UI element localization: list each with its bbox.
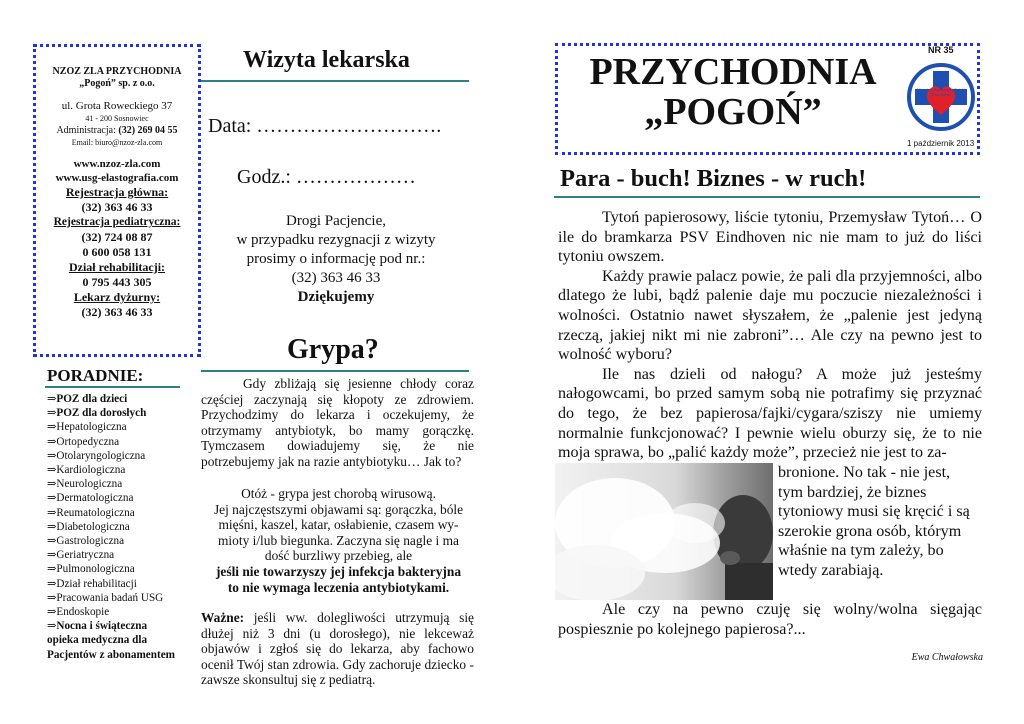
list-item: ⇒Endoskopie bbox=[47, 606, 110, 619]
flu-paragraph-1: Gdy zbliżają się jesienne chłody coraz częściej zaczynają się kłopoty ze zdrowiem. Przychodzimy do lekarza i oczekujemy, że otrzymamy antybiotyk, bo mamy gorączkę. Tymczasem dowiadujemy się, że nie potrzebujemy jak na razie antybiotyku… Jak to? bbox=[201, 376, 474, 469]
reg-main-phone: (32) 363 46 33 bbox=[81, 200, 153, 214]
reg-ped-phone-1: (32) 724 08 87 bbox=[81, 230, 153, 244]
org-company: „Pogoń” sp. z o.o. bbox=[79, 78, 155, 89]
article-paragraph-2: Każdy prawie palacz powie, że pali dla przyjemności, albo dlatego że lubi, bądź palenie daje mu poczucie niezależności i wolności. Ostatnio nawet słyszałem, że „palenie jest jedyną rzeczą, jakiej nikt mi nie zabroni”… Ale czy na pewno jest to wolność wyboru? bbox=[558, 267, 982, 364]
postal: 41 - 200 Sosnowiec bbox=[85, 114, 149, 123]
list-item: ⇒POZ dla dorosłych bbox=[47, 407, 147, 420]
poradnie-list bbox=[47, 392, 207, 662]
visit-thanks: Dziękujemy bbox=[297, 289, 375, 305]
important-text: jeśli ww. dolegliwości utrzymują się dłużej niż 3 dni (u dorosłego), nie lekceważ objawów i zgłoś się do lekarza, aby fachowo ocenił Twój stan zdrowia. Gdy zachoruje dziecko - zawsze skonsultuj się z pediatrą. bbox=[201, 610, 474, 688]
article-paragraph-4: bronione. No tak - nie jest, tym bardziej, że biznes tytoniowy musi się kręcić i są szerokie grona osób, którym właśnie na tym zależy, bo wtedy zarabiają. bbox=[778, 464, 970, 579]
flu-line-bold: jeśli nie towarzyszy jej infekcja bakteryjna bbox=[215, 563, 462, 579]
flu-line: dość burzliwy przebieg, ale bbox=[264, 548, 413, 564]
list-item: ⇒Dermatologiczna bbox=[47, 492, 134, 505]
admin-phone: (32) 269 04 55 bbox=[118, 125, 178, 136]
flu-divider bbox=[201, 370, 469, 372]
flu-line: Jej najczęstszymi objawami są: gorączka, bóle bbox=[213, 501, 464, 517]
logo-text: Niepubliczny Zakład Opieki Zdrowotnej bbox=[916, 87, 966, 97]
reg-ped-phone-2: 0 600 058 131 bbox=[82, 245, 152, 259]
visit-msg-2: w przypadku rezygnacji z wizyty bbox=[236, 232, 436, 248]
flu-line: mioty i/lub biegunka. Zaczyna się nagle i ma bbox=[218, 532, 459, 548]
admin-line bbox=[36, 124, 198, 137]
list-item: ⇒Dział rehabilitacji bbox=[47, 577, 137, 590]
logo-cross-icon bbox=[906, 57, 976, 137]
list-item: ⇒Nocna i świąteczna bbox=[47, 620, 148, 633]
list-item: ⇒Otolaryngologiczna bbox=[47, 449, 146, 462]
list-item-cont: Pacjentów z abonamentem bbox=[47, 648, 176, 661]
list-item: ⇒POZ dla dzieci bbox=[47, 393, 128, 405]
article-author: Ewa Chwałowska bbox=[911, 652, 983, 663]
list-item: ⇒Gastrologiczna bbox=[47, 535, 125, 548]
email[interactable]: Email: biuro@nzoz-zla.com bbox=[71, 138, 163, 147]
date-field[interactable]: Data: ………………………. bbox=[208, 115, 442, 137]
logo bbox=[906, 57, 976, 137]
visit-msg-1: Drogi Pacjencie, bbox=[286, 213, 386, 229]
contact-box bbox=[33, 44, 201, 357]
flu-paragraph-3 bbox=[201, 610, 474, 688]
article-paragraph-3: Ile nas dzieli od nałogu? A może już jesteśmy nałogowcami, bo przed samym sobą nie potrafimy się przyznać do tego, że bez papierosa/fajki/cygara/sziszy nie umiemy normalnie funkcjonować? I pewnie wielu oburzy się, że to nie moja sprawa, bo „palić każdy może”, przecież nie jest to za- bbox=[558, 365, 982, 462]
list-item: ⇒Pulmonologiczna bbox=[47, 563, 135, 576]
article-body-top bbox=[558, 208, 982, 463]
article-paragraph-5: Ale czy na pewno czuję się wolny/wolna sięgając pospiesznie po kolejnego papierosa?... bbox=[558, 601, 982, 638]
article-divider bbox=[554, 196, 980, 198]
list-item: ⇒Hepatologiczna bbox=[47, 421, 127, 434]
visit-title: Wizyta lekarska bbox=[243, 47, 410, 73]
article-title: Para - buch! Biznes - w ruch! bbox=[560, 165, 867, 192]
rehab-label: Dział rehabilitacji: bbox=[68, 260, 166, 274]
visit-msg-3: prosimy o informację pod nr.: bbox=[246, 251, 426, 267]
org-name: NZOZ ZLA PRZYCHODNIA bbox=[52, 66, 182, 77]
poradnie-divider bbox=[45, 386, 180, 388]
visit-phone: (32) 363 46 33 bbox=[291, 270, 381, 286]
list-item: ⇒Geriatryczna bbox=[47, 549, 115, 562]
time-field[interactable]: Godz.: ……………… bbox=[237, 166, 416, 188]
visit-message bbox=[205, 212, 467, 307]
issue-number: NR 35 bbox=[928, 45, 954, 55]
list-item: ⇒Kardiologiczna bbox=[47, 464, 126, 477]
website-1[interactable]: www.nzoz-zla.com bbox=[73, 158, 161, 170]
duty-label: Lekarz dyżurny: bbox=[73, 290, 161, 304]
admin-label: Administracja: bbox=[56, 125, 119, 136]
article-paragraph-5-wrap bbox=[558, 600, 982, 639]
masthead-title-1: PRZYCHODNIA bbox=[589, 51, 877, 93]
duty-phone: (32) 363 46 33 bbox=[81, 305, 153, 319]
flu-line: mięśni, kaszel, katar, osłabienie, czasem wy- bbox=[218, 517, 459, 533]
masthead-title bbox=[562, 52, 904, 132]
street: ul. Grota Roweckiego 37 bbox=[61, 100, 173, 112]
reg-ped-label: Rejestracja pediatryczna: bbox=[53, 216, 181, 228]
flu-line-bold: to nie wymaga leczenia antybiotykami. bbox=[227, 579, 450, 595]
reg-main-label: Rejestracja główna: bbox=[65, 185, 169, 199]
smoking-photo bbox=[555, 463, 773, 600]
list-item: ⇒Reumatologiczna bbox=[47, 506, 135, 519]
visit-divider bbox=[201, 80, 469, 82]
poradnie-title: PORADNIE: bbox=[47, 366, 144, 385]
issue-date: 1 październik 2013 bbox=[907, 139, 975, 148]
rehab-phone: 0 795 443 305 bbox=[82, 275, 152, 289]
flu-title: Grypa? bbox=[287, 334, 379, 365]
masthead-title-2: „POGOŃ” bbox=[644, 91, 822, 133]
list-item: ⇒Pracowania badań USG bbox=[47, 591, 164, 604]
list-item: ⇒Ortopedyczna bbox=[47, 435, 120, 448]
website-2[interactable]: www.usg-elastografia.com bbox=[55, 172, 179, 184]
list-item: ⇒Diabetologiczna bbox=[47, 520, 130, 533]
flu-paragraph-2 bbox=[199, 486, 478, 595]
list-item: ⇒Neurologiczna bbox=[47, 478, 123, 491]
article-paragraph-1: Tytoń papierosowy, liście tytoniu, Przemysław Tytoń… O ile do bramkarza PSV Eindhoven nic nie mam to już do liści tytoniu owszem. bbox=[558, 209, 982, 266]
list-item-cont: opieka medyczna dla bbox=[47, 634, 148, 647]
important-label: Ważne: bbox=[201, 610, 245, 625]
flu-line: Otóż - grypa jest chorobą wirusową. bbox=[241, 486, 436, 501]
